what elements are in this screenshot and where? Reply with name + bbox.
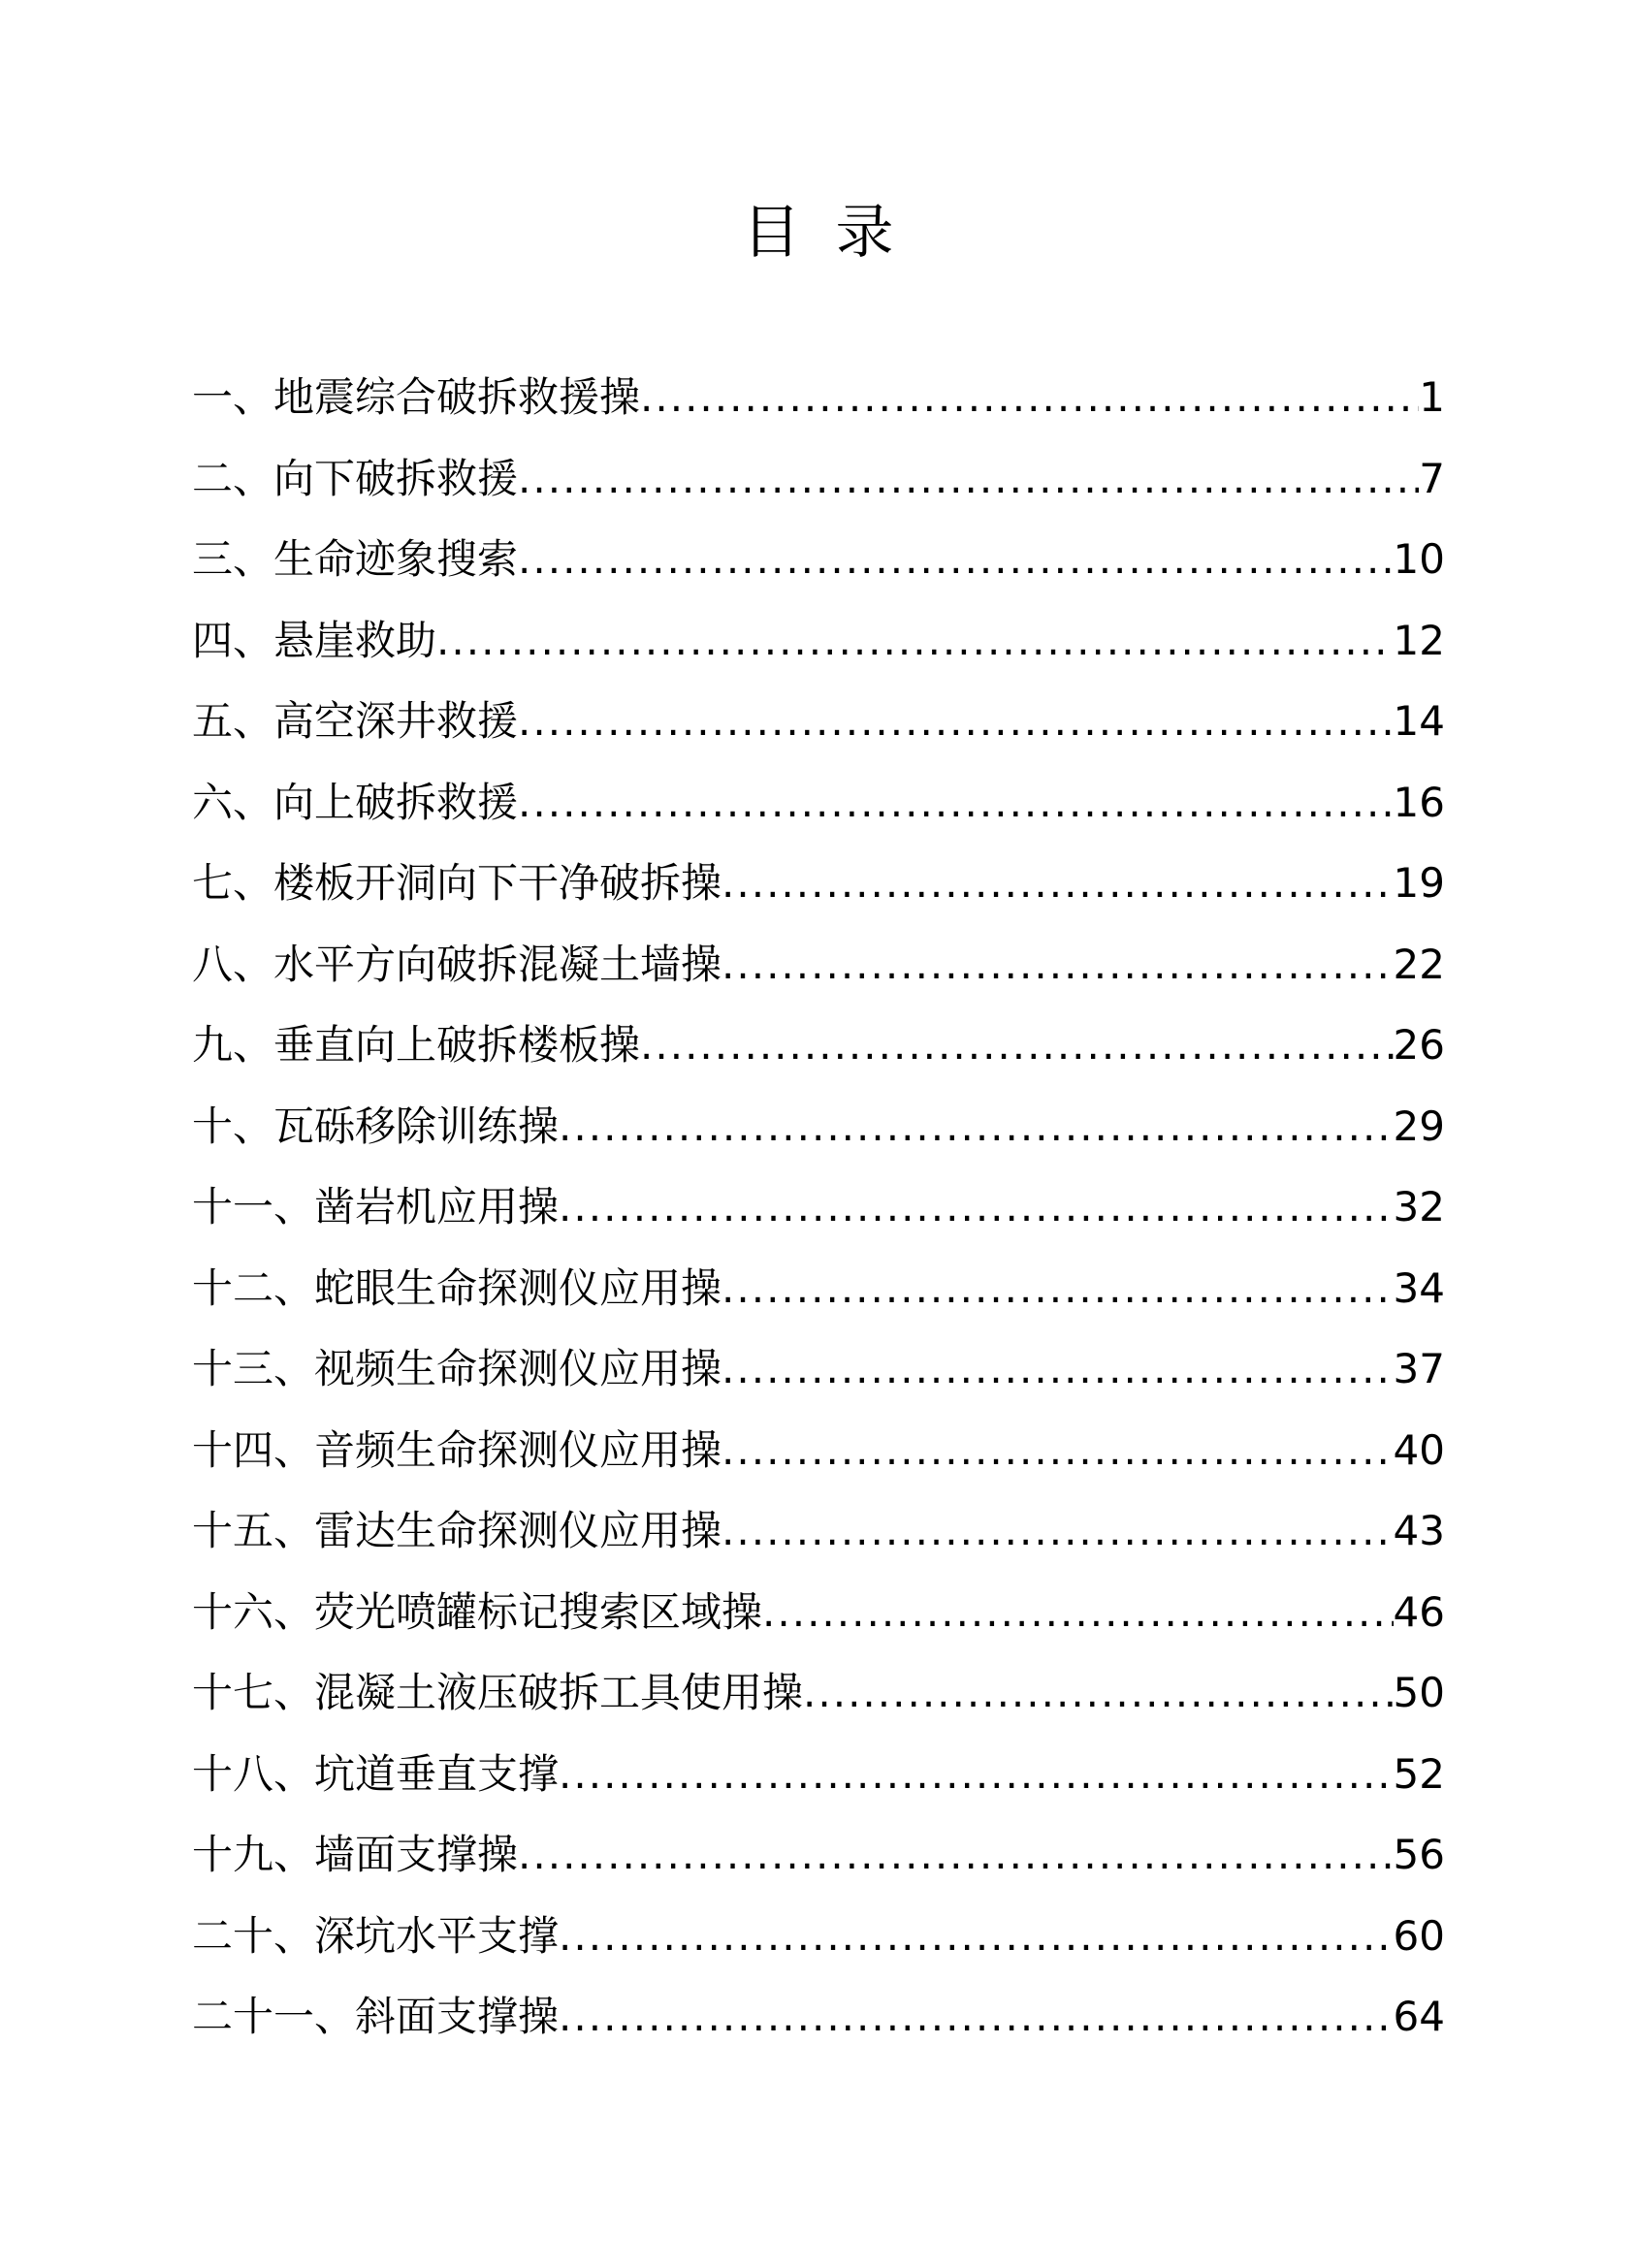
dot-leader (640, 1016, 1394, 1074)
toc-entry-title: 十一、凿岩机应用操 (192, 1183, 560, 1230)
dot-leader (722, 1340, 1394, 1398)
toc-entry-title: 十七、混凝土液压破拆工具使用操 (192, 1669, 804, 1716)
toc-entry-title: 十九、墙面支撑操 (192, 1831, 519, 1878)
dot-leader (436, 612, 1394, 670)
toc-entry-page-number: 14 (1393, 697, 1445, 745)
dot-leader (518, 692, 1394, 751)
toc-entry-page-number: 50 (1393, 1669, 1445, 1716)
toc-entry-page-number: 10 (1393, 535, 1445, 583)
toc-entry-title: 十六、荧光喷罐标记搜索区域操 (192, 1587, 763, 1636)
table-of-contents (192, 368, 1445, 2069)
dot-leader (722, 1421, 1394, 1480)
toc-entry-page-number: 7 (1419, 454, 1445, 502)
dot-leader (559, 1178, 1394, 1236)
dot-leader (559, 1907, 1394, 1965)
toc-entry-title: 四、悬崖救助 (192, 616, 437, 664)
toc-entry-page-number: 52 (1393, 1749, 1445, 1798)
toc-entry-page-number: 19 (1393, 859, 1445, 907)
toc-entry[interactable] (192, 1907, 1445, 1989)
dot-leader (559, 1988, 1394, 2046)
toc-entry-page-number: 40 (1393, 1425, 1445, 1474)
toc-entry-title: 十二、蛇眼生命探测仪应用操 (192, 1263, 722, 1312)
dot-leader (803, 1664, 1394, 1722)
dot-leader (762, 1583, 1394, 1642)
dot-leader (640, 368, 1419, 427)
toc-entry-page-number: 43 (1393, 1507, 1445, 1554)
page-title: 目录 (742, 199, 929, 267)
toc-entry[interactable] (192, 530, 1445, 612)
toc-entry-title: 十三、视频生命探测仪应用操 (192, 1345, 722, 1392)
toc-entry[interactable] (192, 692, 1445, 774)
toc-entry-title: 八、水平方向破拆混凝土墙操 (192, 940, 722, 988)
toc-entry[interactable] (192, 1826, 1445, 1907)
toc-entry-page-number: 29 (1393, 1102, 1445, 1150)
dot-leader (559, 1745, 1394, 1804)
toc-entry-title: 十、瓦砾移除训练操 (192, 1102, 560, 1150)
toc-entry-page-number: 56 (1393, 1831, 1445, 1878)
toc-entry-title: 二十一、斜面支撑操 (192, 1993, 560, 2040)
toc-entry[interactable] (192, 450, 1445, 531)
dot-leader (722, 854, 1394, 912)
toc-entry-page-number: 64 (1393, 1993, 1445, 2040)
toc-entry-title: 二、向下破拆救援 (192, 454, 519, 502)
toc-entry-page-number: 37 (1393, 1345, 1445, 1392)
toc-entry-title: 六、向上破拆救援 (192, 778, 519, 826)
toc-entry[interactable] (192, 1745, 1445, 1827)
toc-entry[interactable] (192, 1178, 1445, 1260)
dot-leader (518, 450, 1419, 508)
toc-entry[interactable] (192, 1502, 1445, 1583)
toc-entry[interactable] (192, 1260, 1445, 1341)
toc-entry-title: 一、地震综合破拆救援操 (192, 373, 641, 421)
toc-entry[interactable] (192, 1098, 1445, 1179)
toc-entry[interactable] (192, 612, 1445, 693)
toc-entry-title: 九、垂直向上破拆楼板操 (192, 1021, 641, 1069)
toc-entry[interactable] (192, 936, 1445, 1017)
dot-leader (722, 1260, 1394, 1318)
toc-entry[interactable] (192, 1988, 1445, 2069)
toc-entry-title: 二十、深坑水平支撑 (192, 1911, 560, 1960)
toc-entry-page-number: 16 (1393, 778, 1445, 826)
toc-entry[interactable] (192, 1340, 1445, 1421)
toc-entry-page-number: 46 (1393, 1587, 1445, 1636)
toc-entry-page-number: 1 (1419, 373, 1445, 421)
toc-entry-title: 十八、坑道垂直支撑 (192, 1749, 560, 1798)
toc-entry-title: 三、生命迹象搜索 (192, 535, 519, 583)
dot-leader (518, 774, 1394, 832)
toc-entry-page-number: 32 (1393, 1183, 1445, 1230)
toc-entry[interactable] (192, 854, 1445, 936)
toc-entry-title: 五、高空深井救援 (192, 697, 519, 745)
toc-entry-page-number: 12 (1393, 616, 1445, 664)
toc-entry-title: 十四、音频生命探测仪应用操 (192, 1425, 722, 1474)
toc-entry-page-number: 60 (1393, 1911, 1445, 1960)
toc-entry-page-number: 22 (1393, 940, 1445, 988)
dot-leader (518, 530, 1394, 589)
toc-entry[interactable] (192, 1664, 1445, 1745)
toc-entry[interactable] (192, 1421, 1445, 1503)
toc-entry[interactable] (192, 1583, 1445, 1665)
toc-entry-page-number: 34 (1393, 1263, 1445, 1312)
toc-entry[interactable] (192, 774, 1445, 855)
toc-entry[interactable] (192, 368, 1445, 450)
dot-leader (518, 1826, 1394, 1884)
toc-entry-page-number: 26 (1393, 1021, 1445, 1069)
toc-entry[interactable] (192, 1016, 1445, 1098)
dot-leader (722, 1502, 1394, 1560)
toc-entry-title: 十五、雷达生命探测仪应用操 (192, 1507, 722, 1554)
dot-leader (722, 936, 1394, 994)
dot-leader (559, 1098, 1394, 1156)
toc-entry-title: 七、楼板开洞向下干净破拆操 (192, 859, 722, 907)
